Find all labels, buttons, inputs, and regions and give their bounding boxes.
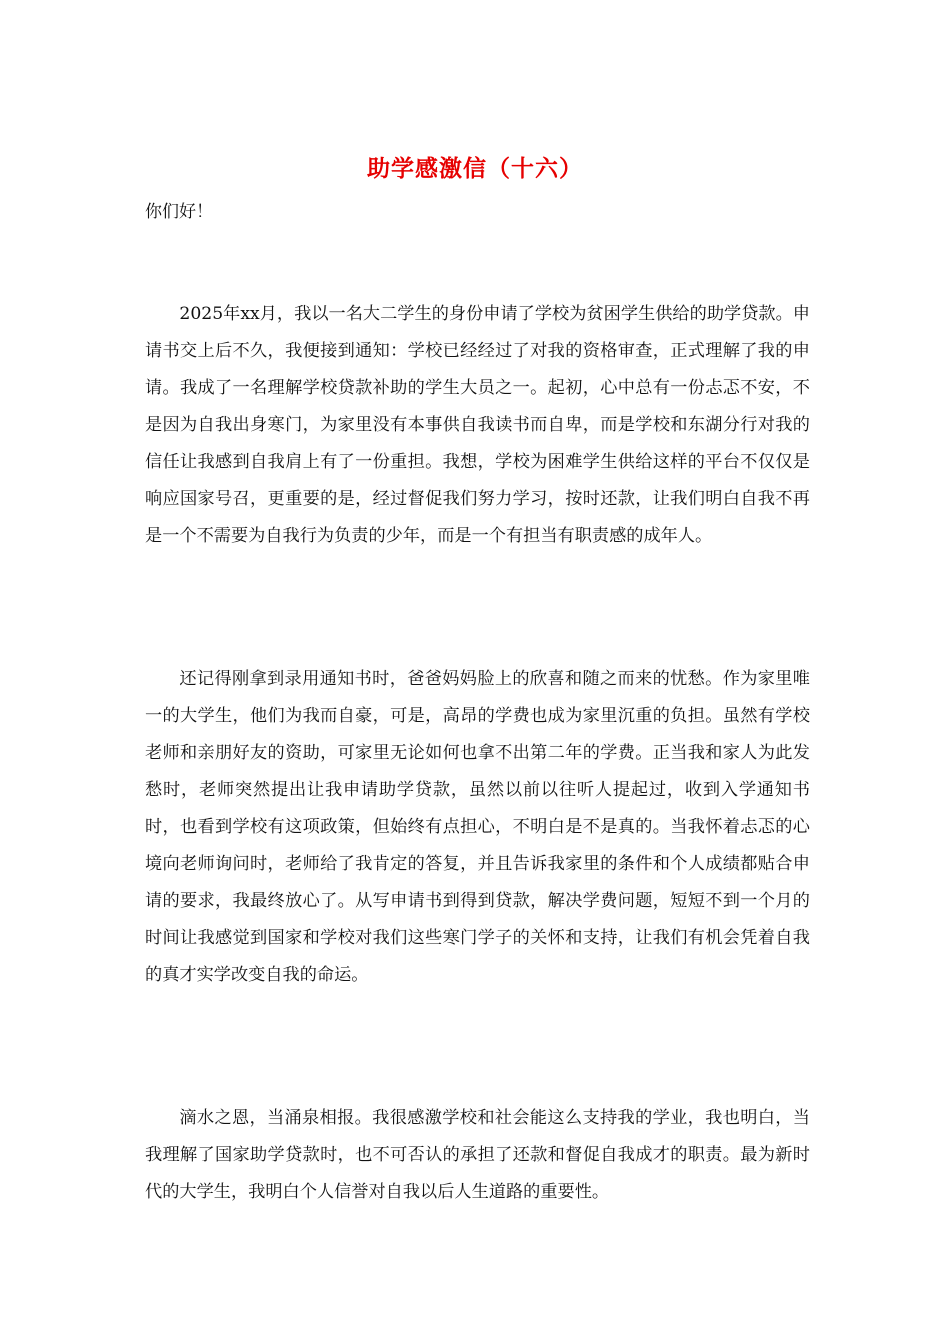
paragraph-1: 2025年xx月，我以一名大二学生的身份申请了学校为贫困学生供给的助学贷款。申请书交上后不久，我便接到通知：学校已经经过了对我的资格审查，正式理解了我的申请。我成了一名理解学校贷款补助的学生大员之一。起初，心中总有一份忐忑不安，不是因为自我出身寒门，为家里没有本事供自我读书而自卑，而是学校和东湖分行对我的信任让我感到自我肩上有了一份重担。我想，学校为困难学生供给这样的平台不仅仅是响应国家号召，更重要的是，经过督促我们努力学习，按时还款，让我们明白自我不再是一个不需要为自我行为负责的少年，而是一个有担当有职责感的成年人。 (145, 304, 810, 546)
paragraph-2: 还记得刚拿到录用通知书时，爸爸妈妈脸上的欣喜和随之而来的忧愁。作为家里唯一的大学生，他们为我而自豪，可是，高昂的学费也成为家里沉重的负担。虽然有学校老师和亲朋好友的资助，可家里无论如何也拿不出第二年的学费。正当我和家人为此发愁时，老师突然提出让我申请助学贷款，虽然以前以往听人提起过，收到入学通知书时，也看到学校有这项政策，但始终有点担心，不明白是不是真的。当我怀着忐忑的心境向老师询问时，老师给了我肯定的答复，并且告诉我家里的条件和个人成绩都贴合申请的要求，我最终放心了。从写申请书到得到贷款，解决学费问题，短短不到一个月的时间让我感觉到国家和学校对我们这些寒门学子的关怀和支持，让我们有机会凭着自我的真才实学改变自我的命运。 (145, 669, 810, 985)
document-title: 助学感激信（十六） (367, 155, 583, 182)
greeting: 你们好！ (145, 202, 213, 222)
paragraph-3: 滴水之恩，当涌泉相报。我很感激学校和社会能这么支持我的学业，我也明白，当我理解了国家助学贷款时，也不可否认的承担了还款和督促自我成才的职责。最为新时代的大学生，我明白个人信誉对自我以后人生道路的重要性。 (145, 1108, 810, 1202)
